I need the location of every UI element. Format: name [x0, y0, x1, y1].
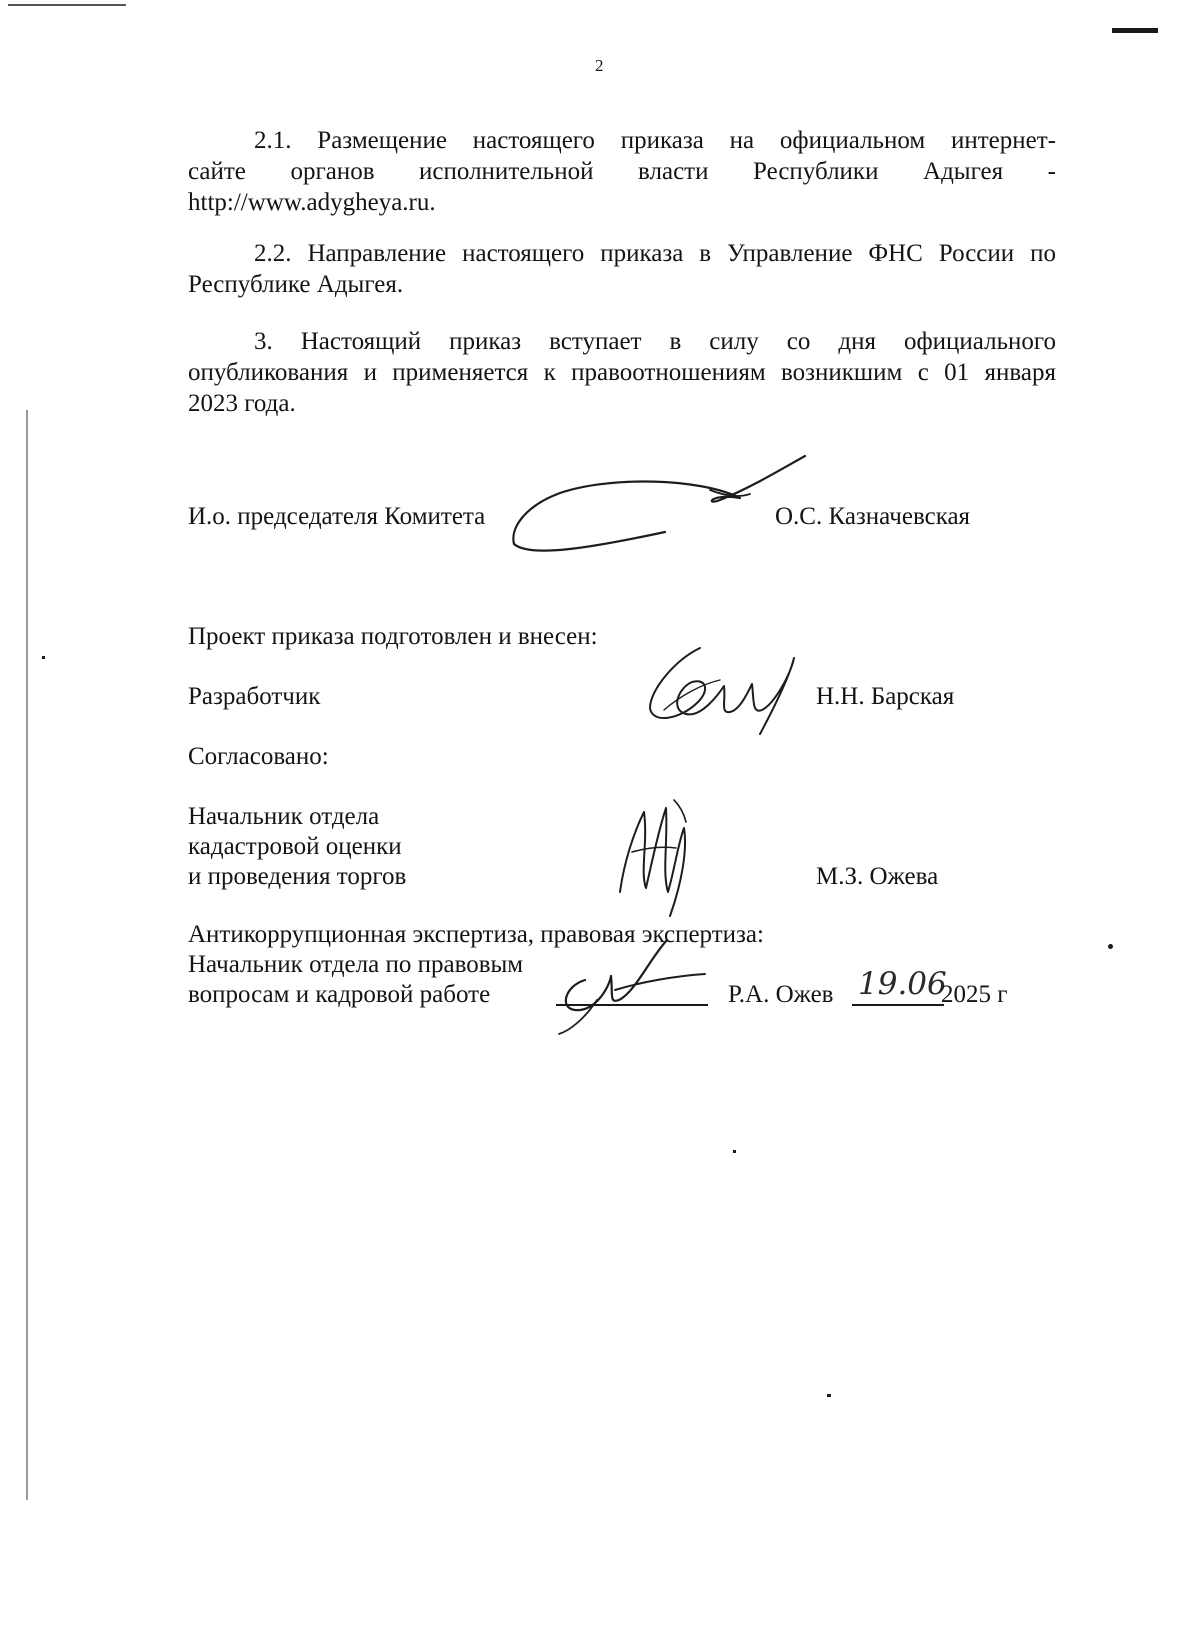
- legal-name: Р.А. Ожев: [728, 981, 834, 1008]
- developer-title: Разработчик: [188, 683, 321, 710]
- head-dept-title-line-2: кадастровой оценки: [188, 833, 402, 860]
- scan-speck: [1108, 944, 1113, 949]
- paragraph-2-1-line-1: 2.1. Размещение настоящего приказа на официальном интернет-: [254, 127, 1056, 154]
- expertise-heading: Антикоррупционная экспертиза, правовая экспертиза:: [188, 921, 764, 948]
- agreed-heading: Согласовано:: [188, 743, 329, 770]
- head-dept-title-line-3: и проведения торгов: [188, 863, 407, 890]
- scan-speck: [733, 1150, 736, 1153]
- paragraph-2-2-line-1: 2.2. Направление настоящего приказа в Управление ФНС России по: [254, 240, 1056, 267]
- legal-year: 2025 г: [941, 981, 1008, 1008]
- paragraph-2-1-line-3: http://www.adygheya.ru.: [188, 189, 436, 216]
- legal-title-line-1: Начальник отдела по правовым: [188, 951, 524, 978]
- paragraph-2-1: [188, 125, 1056, 218]
- legal-date-underline: [852, 1004, 944, 1006]
- legal-date-handwritten: 19.06: [858, 966, 947, 1002]
- head-dept-title-line-1: Начальник отдела: [188, 803, 380, 830]
- legal-signature: [545, 930, 715, 1040]
- chair-signature: [500, 448, 820, 578]
- legal-title-line-2: вопросам и кадровой работе: [188, 981, 491, 1008]
- chair-title: И.о. председателя Комитета: [188, 503, 486, 530]
- scan-speck: [42, 656, 45, 659]
- paragraph-3-line-1: 3. Настоящий приказ вступает в силу со дня официального: [254, 328, 1056, 355]
- scan-speck: [827, 1394, 831, 1397]
- chair-name: О.С. Казначевская: [775, 503, 971, 530]
- page-number: 2: [595, 56, 604, 75]
- paragraph-2-2: [188, 238, 1056, 300]
- scan-mark-top-left: [8, 4, 126, 6]
- developer-signature: [640, 640, 810, 740]
- scan-mark-left-edge: [26, 410, 28, 1500]
- paragraph-3-line-3: 2023 года.: [188, 390, 296, 417]
- developer-name: Н.Н. Барская: [816, 683, 955, 710]
- paragraph-2-2-line-2: Республике Адыгея.: [188, 271, 404, 298]
- head-dept-signature: [610, 792, 710, 922]
- paragraph-3-line-2: опубликования и применяется к правоотношениям возникшим с 01 января: [188, 359, 1056, 386]
- prepared-heading: Проект приказа подготовлен и внесен:: [188, 623, 598, 650]
- head-dept-name: М.З. Ожева: [816, 863, 939, 890]
- paragraph-2-1-line-2: сайте органов исполнительной власти Республики Адыгея -: [188, 158, 1056, 185]
- paragraph-3: [188, 326, 1056, 419]
- scan-mark-top-right: [1112, 28, 1158, 33]
